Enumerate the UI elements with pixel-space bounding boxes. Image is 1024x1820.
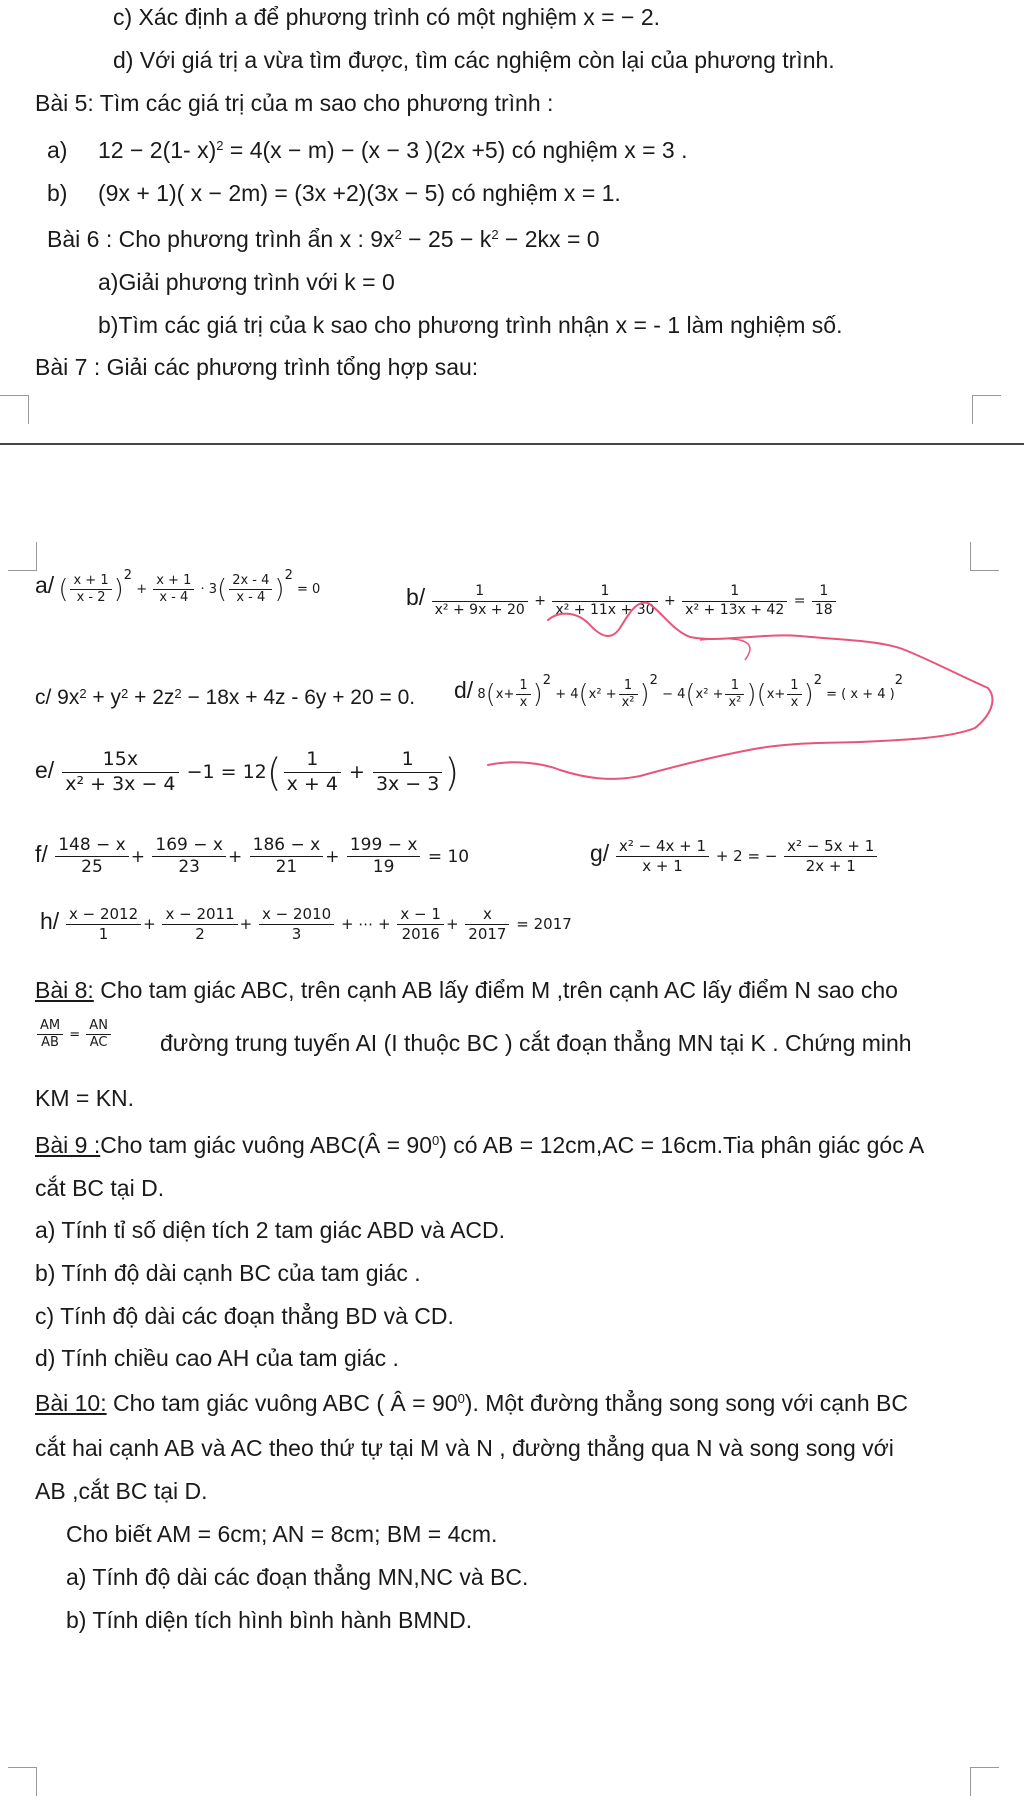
bai9-c: c) Tính độ dài các đoạn thẳng BD và CD. bbox=[35, 1303, 454, 1329]
bai6-title: Bài 6 : Cho phương trình ẩn x : $9x^2 - 25 - k^2 - 2kx = 0$ bbox=[47, 226, 600, 252]
bai8-line1: Bài 8: Cho tam giác ABC, trên cạnh AB lấy điểm M ,trên cạnh AC lấy điểm N sao cho bbox=[35, 977, 898, 1003]
bai8-line2: đường trung tuyến AI (I thuộc BC ) cắt đoạn thẳng MN tại K . Chứng minh bbox=[160, 1030, 912, 1056]
bai9-a: a) Tính tỉ số diện tích 2 tam giác ABD và ACD. bbox=[35, 1217, 506, 1243]
page-corner-mark bbox=[0, 395, 29, 424]
page-corner-mark bbox=[970, 542, 999, 571]
eq-b: b/ $\frac{1}{\text{x² + 9x + 20}}$ + $\frac{1}{\text{x² + 11x + 30}}$ + $\frac{1}{\text{x² + 13x + 42}}$ = $\frac{1}{18}$ bbox=[406, 583, 838, 619]
bai10-line3: AB ,cắt BC tại D. bbox=[35, 1478, 208, 1504]
bai9-d: d) Tính chiều cao AH của tam giác . bbox=[35, 1345, 399, 1371]
page-corner-mark bbox=[8, 542, 37, 571]
bai7-title: Bài 7 : Giải các phương trình tổng hợp sau: bbox=[35, 354, 479, 380]
eq-e-label: e/ bbox=[35, 756, 55, 783]
bai5-a-text: 12 − 2(1- x)$^2$ = 4(x − m) − (x − 3 )(2x +5) có nghiệm x = 3 . bbox=[98, 137, 688, 163]
bai10-b: b) Tính diện tích hình bình hành BMND. bbox=[66, 1607, 473, 1633]
bai5-title: Bài 5: Tìm các giá trị của m sao cho phương trình : bbox=[35, 90, 554, 116]
bai5-b-text: (9x + 1)( x − 2m) = (3x +2)(3x − 5) có nghiệm x = 1. bbox=[98, 180, 621, 206]
bai5-a-label: a) bbox=[47, 137, 68, 163]
page-corner-mark bbox=[972, 395, 1001, 424]
eq-g: g/ $\frac{\text{x² − 4x + 1}}{x + 1}$ + 2 = − $\frac{\text{x² − 5x + 1}}{2x + 1}$ bbox=[590, 837, 879, 876]
eq-c: c/ $9x^2 + y^2 + 2z^2 - 18x + 4z - 6y + 20 = 0$. bbox=[35, 686, 416, 709]
top-line-c: c) Xác định a để phương trình có một nghiệm x = − 2. bbox=[113, 4, 661, 30]
eq-h-label: h/ bbox=[40, 907, 60, 934]
bai8-ratio: $\frac{AM}{AB}$ = $\frac{AN}{AC}$ bbox=[35, 1018, 113, 1052]
eq-g-label: g/ bbox=[590, 839, 610, 866]
scribble-stroke bbox=[700, 639, 750, 660]
bai10-line1: Bài 10: Cho tam giác vuông ABC ( Â = $90^0$). Một đường thẳng song song với cạnh BC bbox=[35, 1390, 908, 1416]
eq-h: h/ $\frac{x - 2012}{1}$ + $\frac{x - 2011}{2}$ + $\frac{x - 2010}{3}$ + ⋯ + $\frac{x - 1}{2016}$ + $\frac{x}{2017}$ = 2017 bbox=[40, 905, 572, 943]
eq-d-label: d/ bbox=[454, 677, 474, 703]
bai5-b-label: b) bbox=[47, 180, 68, 206]
bai6-b: b)Tìm các giá trị của k sao cho phương trình nhận x = - 1 làm nghiệm số. bbox=[98, 312, 843, 338]
page-corner-mark bbox=[8, 1767, 37, 1796]
eq-f: f/ $\frac{148 - x}{25}$ + $\frac{169 - x}{23}$ + $\frac{186 - x}{21}$ + $\frac{199 - x}{19}$ = 10 bbox=[35, 835, 470, 878]
eq-d: d/ 8(x+ $\frac{1}{x}$ )$^2$ + 4(x² + $\frac{1}{\text{x²}}$ )$^2$ − 4(x² + $\frac{1}{\text{x²}}$ )(x+ $\frac{1}{x}$ )$^2$ = ( x + 4 )$^2$ bbox=[454, 673, 903, 710]
eq-f-label: f/ bbox=[35, 840, 48, 867]
bai9-b: b) Tính độ dài cạnh BC của tam giác . bbox=[35, 1260, 421, 1286]
bai10-line2: cắt hai cạnh AB và AC theo thứ tự tại M và N , đường thẳng qua N và song song với bbox=[35, 1435, 894, 1461]
eq-b-label: b/ bbox=[406, 584, 426, 610]
page-separator bbox=[0, 443, 1024, 445]
page-corner-mark bbox=[970, 1767, 999, 1796]
eq-a-label: a/ bbox=[35, 572, 55, 598]
bai9-line2: cắt BC tại D. bbox=[35, 1175, 165, 1201]
top-line-d: d) Với giá trị a vừa tìm được, tìm các nghiệm còn lại của phương trình. bbox=[113, 47, 835, 73]
bai10-line4: Cho biết AM = 6cm; AN = 8cm; BM = 4cm. bbox=[66, 1521, 498, 1547]
bai8-line3: KM = KN. bbox=[35, 1085, 135, 1111]
bai6-a: a)Giải phương trình với k = 0 bbox=[98, 269, 395, 295]
eq-a: a/ ( $\frac{x + 1}{x - 2}$ )$^2$ + $\frac{x + 1}{x - 4}$ · 3( $\frac{2x - 4}{x - 4}$ )$^2$ = 0 bbox=[35, 568, 321, 605]
eq-e: e/ $\frac{15x}{\text{x² + 3x − 4}}$ −1 = 12( $\frac{1}{x + 4}$ + $\frac{1}{3x - 3}$ ) bbox=[35, 748, 460, 795]
bai10-a: a) Tính độ dài các đoạn thẳng MN,NC và BC. bbox=[66, 1564, 529, 1590]
bai9-line1: Bài 9 :Cho tam giác vuông ABC(Â = $90^0$) có AB = 12cm,AC = 16cm.Tia phân giác góc A bbox=[35, 1132, 925, 1158]
